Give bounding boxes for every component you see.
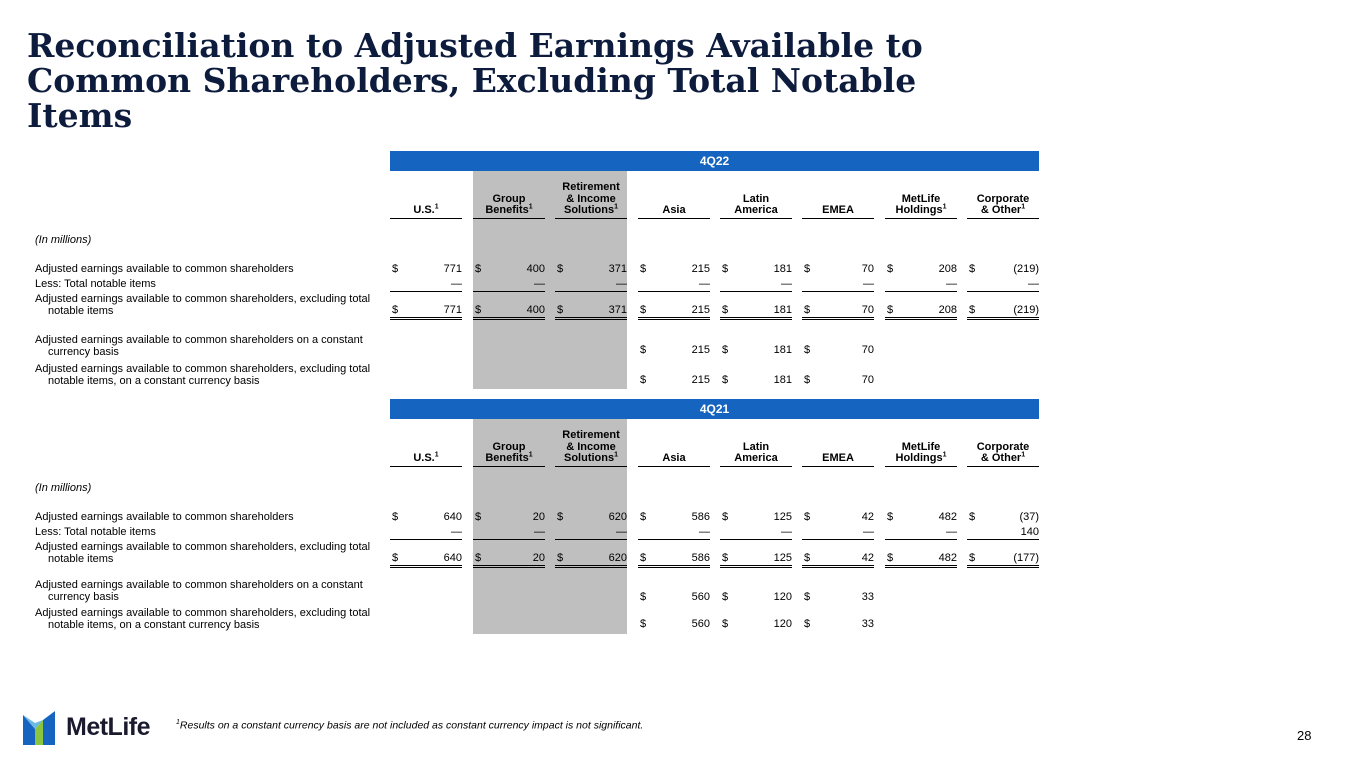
- footnote-text: Results on a constant currency basis are not included as constant currency impact is not significant.: [179, 719, 644, 732]
- table-cell: [967, 526, 1039, 540]
- cell-value: (37): [1019, 511, 1039, 523]
- cell-value: (177): [1013, 552, 1039, 564]
- table-cell: [802, 618, 874, 631]
- table-cell: [555, 278, 627, 292]
- currency-symbol: $: [640, 344, 647, 356]
- cell-value: 181: [773, 263, 792, 275]
- page-number: 28: [1297, 728, 1312, 743]
- column-header-line3: Holdings: [895, 452, 943, 464]
- currency-symbol: $: [640, 304, 647, 316]
- row-label-line: Adjusted earnings available to common shareholders on a constant: [35, 579, 363, 591]
- cell-value: 482: [938, 511, 957, 523]
- currency-symbol: $: [804, 591, 811, 603]
- cell-value: —: [863, 526, 874, 538]
- column-header-line2: MetLife: [901, 192, 941, 205]
- column-header-footnote: 1: [528, 451, 533, 459]
- cell-value: (219): [1013, 263, 1039, 275]
- currency-symbol: $: [887, 263, 894, 275]
- column-header-line3: EMEA: [822, 204, 854, 216]
- cell-value: —: [616, 526, 627, 538]
- table-cell: [885, 278, 957, 292]
- column-header-line3: Holdings: [895, 204, 943, 216]
- column-header: [555, 182, 627, 219]
- metlife-logo-text: MetLife: [66, 713, 150, 741]
- table-cell: [802, 591, 874, 604]
- column-header-line3: Asia: [662, 452, 686, 464]
- column-header-line1: Retirement: [562, 429, 620, 441]
- cell-value: 771: [443, 304, 462, 316]
- table-cell: [638, 526, 710, 540]
- column-header-footnote: 1: [1021, 451, 1026, 459]
- column-header-line2: Latin: [742, 440, 770, 453]
- table-cell: [720, 552, 792, 568]
- currency-symbol: $: [640, 552, 647, 564]
- column-header-footnote: 1: [528, 203, 533, 211]
- column-header: [638, 430, 710, 467]
- currency-symbol: $: [475, 263, 482, 275]
- column-header-line1: Retirement: [562, 181, 620, 193]
- currency-symbol: $: [392, 552, 399, 564]
- column-header-line2: Corporate: [976, 440, 1030, 453]
- table-cell: [390, 278, 462, 292]
- column-header: [473, 182, 545, 219]
- column-header: [390, 182, 462, 219]
- table-cell: [885, 511, 957, 524]
- row-label-notable-items: Less: Total notable items: [35, 278, 156, 290]
- column-header-line3: Benefits: [485, 204, 529, 216]
- table-cell: [720, 511, 792, 524]
- column-header-line2: Group: [492, 192, 526, 205]
- cell-value: 620: [608, 552, 627, 564]
- currency-symbol: $: [640, 618, 647, 630]
- cell-value: 20: [532, 511, 545, 523]
- table-cell: [555, 263, 627, 276]
- cell-value: 586: [691, 511, 710, 523]
- table-cell: [638, 278, 710, 292]
- table-cell: [555, 511, 627, 524]
- period-band: 4Q22: [390, 151, 1039, 171]
- table-cell: [555, 552, 627, 568]
- cell-value: 371: [608, 304, 627, 316]
- cell-value: 181: [773, 344, 792, 356]
- currency-symbol: $: [804, 344, 811, 356]
- cell-value: 181: [773, 304, 792, 316]
- row-label-constant-currency-excluding: [35, 608, 370, 631]
- table-cell: [473, 511, 545, 524]
- row-label-constant-currency-excluding: [35, 364, 370, 387]
- currency-symbol: $: [392, 263, 399, 275]
- currency-symbol: $: [887, 511, 894, 523]
- cell-value: 20: [532, 552, 545, 564]
- row-label-line: notable items, on a constant currency basis: [48, 374, 260, 387]
- table-cell: [638, 304, 710, 320]
- table-cell: [967, 511, 1039, 524]
- cell-value: 640: [443, 552, 462, 564]
- table-cell: [967, 263, 1039, 276]
- column-header-line3: EMEA: [822, 452, 854, 464]
- column-header: [473, 430, 545, 467]
- cell-value: 771: [443, 263, 462, 275]
- column-header: [720, 182, 792, 219]
- table-cell: [720, 618, 792, 631]
- currency-symbol: $: [804, 618, 811, 630]
- column-header-line1: [638, 430, 710, 442]
- footnote-mark: 1: [176, 719, 180, 726]
- row-label-line: Adjusted earnings available to common shareholders, excluding total: [35, 607, 371, 619]
- cell-value: 140: [1020, 526, 1039, 538]
- row-label-line: Adjusted earnings available to common shareholders on a constant: [35, 334, 363, 346]
- column-header-line1: [473, 430, 545, 442]
- units-label: (In millions): [35, 234, 92, 246]
- column-header: [802, 182, 874, 219]
- table-cell: [720, 278, 792, 292]
- table-cell: [720, 344, 792, 357]
- currency-symbol: $: [722, 511, 729, 523]
- table-cell: [390, 552, 462, 568]
- currency-symbol: $: [722, 618, 729, 630]
- column-header-line1: [638, 182, 710, 194]
- table-cell: [638, 263, 710, 276]
- row-label-line: notable items: [48, 552, 114, 565]
- currency-symbol: $: [804, 511, 811, 523]
- cell-value: 33: [861, 618, 874, 630]
- currency-symbol: $: [722, 591, 729, 603]
- column-header-line1: [967, 430, 1039, 442]
- table-cell: [885, 552, 957, 568]
- table-cell: [638, 374, 710, 387]
- column-header-line1: [802, 430, 874, 442]
- table-cell: [390, 263, 462, 276]
- units-label: (In millions): [35, 482, 92, 494]
- column-header-line3: Solutions: [563, 204, 615, 216]
- column-header: [390, 430, 462, 467]
- currency-symbol: $: [475, 552, 482, 564]
- table-cell: [555, 304, 627, 320]
- cell-value: —: [451, 526, 462, 538]
- table-cell: [802, 552, 874, 568]
- column-header-line1: [967, 182, 1039, 194]
- column-header-line3: & Other: [980, 204, 1022, 216]
- cell-value: 181: [773, 374, 792, 386]
- cell-value: 120: [773, 618, 792, 630]
- row-label-line: Adjusted earnings available to common shareholders, excluding total: [35, 363, 371, 375]
- cell-value: 70: [861, 344, 874, 356]
- column-header: [638, 182, 710, 219]
- cell-value: —: [699, 278, 710, 290]
- column-header-footnote: 1: [942, 203, 947, 211]
- column-header: [885, 182, 957, 219]
- column-header: [720, 430, 792, 467]
- row-label-excluding-notable: [35, 294, 370, 317]
- cell-value: 640: [443, 511, 462, 523]
- cell-value: 371: [608, 263, 627, 275]
- table-cell: [638, 591, 710, 604]
- table-cell: [802, 526, 874, 540]
- column-header-footnote: 1: [434, 451, 439, 459]
- column-header-line2: & Income: [566, 192, 616, 205]
- column-header-line2: Group: [492, 440, 526, 453]
- currency-symbol: $: [640, 511, 647, 523]
- cell-value: 208: [938, 263, 957, 275]
- cell-value: —: [1028, 278, 1039, 290]
- currency-symbol: $: [475, 511, 482, 523]
- currency-symbol: $: [887, 552, 894, 564]
- column-header-line3: U.S.: [413, 204, 435, 216]
- table-cell: [473, 552, 545, 568]
- cell-value: 215: [691, 304, 710, 316]
- table-cell: [885, 526, 957, 540]
- cell-value: 620: [608, 511, 627, 523]
- column-header-line3: U.S.: [413, 452, 435, 464]
- column-header-line2: Latin: [742, 192, 770, 205]
- cell-value: 42: [861, 511, 874, 523]
- cell-value: —: [946, 278, 957, 290]
- cell-value: 215: [691, 344, 710, 356]
- table-cell: [720, 263, 792, 276]
- cell-value: 560: [691, 591, 710, 603]
- column-header-footnote: 1: [614, 203, 618, 211]
- table-cell: [802, 278, 874, 292]
- table-cell: [802, 511, 874, 524]
- page-title: Reconciliation to Adjusted Earnings Available to Common Shareholders, Excluding Total Notable Items: [27, 26, 923, 135]
- column-header: [967, 182, 1039, 219]
- row-label-line: notable items: [48, 304, 114, 317]
- table-cell: [802, 304, 874, 320]
- table-cell: [967, 278, 1039, 292]
- table-cell: [638, 552, 710, 568]
- currency-symbol: $: [969, 263, 976, 275]
- column-header-line3: Benefits: [485, 452, 529, 464]
- cell-value: —: [534, 526, 545, 538]
- cell-value: 215: [691, 263, 710, 275]
- table-cell: [720, 374, 792, 387]
- row-label-line: currency basis: [48, 345, 119, 358]
- column-header: [885, 430, 957, 467]
- currency-symbol: $: [392, 511, 399, 523]
- table-cell: [720, 591, 792, 604]
- cell-value: 70: [861, 263, 874, 275]
- currency-symbol: $: [475, 304, 482, 316]
- currency-symbol: $: [557, 511, 564, 523]
- cell-value: —: [699, 526, 710, 538]
- column-header-line3: & Other: [980, 452, 1022, 464]
- currency-symbol: $: [722, 374, 729, 386]
- currency-symbol: $: [969, 511, 976, 523]
- column-header: [967, 430, 1039, 467]
- currency-symbol: $: [804, 263, 811, 275]
- column-header-line3: Asia: [662, 204, 686, 216]
- column-header-line1: [885, 182, 957, 194]
- row-label-line: Adjusted earnings available to common shareholders, excluding total: [35, 293, 371, 305]
- table-cell: [802, 374, 874, 387]
- cell-value: —: [451, 278, 462, 290]
- cell-value: 586: [691, 552, 710, 564]
- cell-value: 400: [526, 304, 545, 316]
- currency-symbol: $: [722, 344, 729, 356]
- cell-value: —: [946, 526, 957, 538]
- column-header: [555, 430, 627, 467]
- table-cell: [885, 263, 957, 276]
- currency-symbol: $: [557, 263, 564, 275]
- table-cell: [638, 344, 710, 357]
- cell-value: 120: [773, 591, 792, 603]
- column-header-line1: [720, 430, 792, 442]
- cell-value: 70: [861, 374, 874, 386]
- period-band: 4Q21: [390, 399, 1039, 419]
- table-cell: [390, 304, 462, 320]
- row-label-line: notable items, on a constant currency basis: [48, 618, 260, 631]
- currency-symbol: $: [557, 552, 564, 564]
- currency-symbol: $: [969, 304, 976, 316]
- column-header: [802, 430, 874, 467]
- footnote: [176, 719, 643, 732]
- table-cell: [473, 526, 545, 540]
- table-cell: [720, 304, 792, 320]
- currency-symbol: $: [804, 304, 811, 316]
- column-header-line1: [473, 182, 545, 194]
- cell-value: 125: [773, 511, 792, 523]
- column-header-line3: America: [734, 204, 778, 216]
- cell-value: 125: [773, 552, 792, 564]
- row-label-excluding-notable: [35, 542, 370, 565]
- cell-value: —: [781, 526, 792, 538]
- currency-symbol: $: [392, 304, 399, 316]
- table-cell: [967, 304, 1039, 320]
- table-cell: [967, 552, 1039, 568]
- cell-value: —: [781, 278, 792, 290]
- currency-symbol: $: [640, 374, 647, 386]
- cell-value: —: [534, 278, 545, 290]
- row-label-adjusted-earnings: Adjusted earnings available to common shareholders: [35, 263, 294, 275]
- cell-value: 400: [526, 263, 545, 275]
- column-header-line2: MetLife: [901, 440, 941, 453]
- column-header-line3: America: [734, 452, 778, 464]
- column-header-line1: [390, 430, 462, 442]
- table-cell: [802, 344, 874, 357]
- currency-symbol: $: [557, 304, 564, 316]
- cell-value: 70: [861, 304, 874, 316]
- table-cell: [885, 304, 957, 320]
- column-header-line1: [885, 430, 957, 442]
- cell-value: —: [863, 278, 874, 290]
- table-cell: [802, 263, 874, 276]
- table-cell: [473, 263, 545, 276]
- table-cell: [638, 511, 710, 524]
- column-header-line3: Solutions: [563, 452, 615, 464]
- cell-value: 215: [691, 374, 710, 386]
- table-cell: [473, 304, 545, 320]
- column-header-footnote: 1: [942, 451, 947, 459]
- row-label-line: Adjusted earnings available to common shareholders, excluding total: [35, 541, 371, 553]
- column-header-footnote: 1: [614, 451, 618, 459]
- currency-symbol: $: [722, 263, 729, 275]
- column-header-footnote: 1: [1021, 203, 1026, 211]
- column-header-line2: Corporate: [976, 192, 1030, 205]
- cell-value: 33: [861, 591, 874, 603]
- currency-symbol: $: [640, 263, 647, 275]
- column-header-footnote: 1: [434, 203, 439, 211]
- currency-symbol: $: [722, 552, 729, 564]
- currency-symbol: $: [887, 304, 894, 316]
- row-label-line: currency basis: [48, 590, 119, 603]
- row-label-constant-currency: [35, 580, 363, 603]
- table-cell: [555, 526, 627, 540]
- cell-value: —: [616, 278, 627, 290]
- table-cell: [390, 511, 462, 524]
- table-cell: [720, 526, 792, 540]
- row-label-constant-currency: [35, 335, 363, 358]
- cell-value: 560: [691, 618, 710, 630]
- row-label-notable-items: Less: Total notable items: [35, 526, 156, 538]
- column-header-line1: [390, 182, 462, 194]
- currency-symbol: $: [804, 374, 811, 386]
- column-header-line1: [802, 182, 874, 194]
- column-header-line2: & Income: [566, 440, 616, 453]
- column-header-line1: [720, 182, 792, 194]
- cell-value: 208: [938, 304, 957, 316]
- cell-value: (219): [1013, 304, 1039, 316]
- currency-symbol: $: [969, 552, 976, 564]
- table-cell: [638, 618, 710, 631]
- currency-symbol: $: [804, 552, 811, 564]
- currency-symbol: $: [722, 304, 729, 316]
- row-label-adjusted-earnings: Adjusted earnings available to common shareholders: [35, 511, 294, 523]
- currency-symbol: $: [640, 591, 647, 603]
- cell-value: 42: [861, 552, 874, 564]
- cell-value: 482: [938, 552, 957, 564]
- table-cell: [390, 526, 462, 540]
- table-cell: [473, 278, 545, 292]
